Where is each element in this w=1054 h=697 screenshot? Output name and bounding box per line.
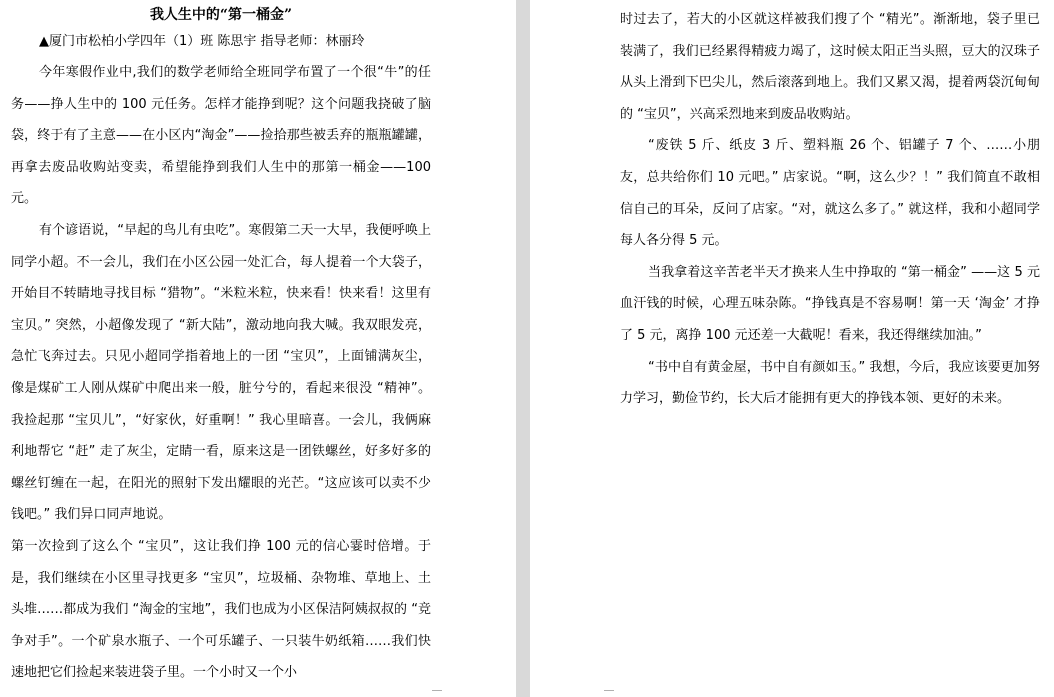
page-corner-mark [604,690,614,691]
paragraph: 今年寒假作业中,我们的数学老师给全班同学布置了一个很“牛”的任务——挣人生中的 100 元任务。怎样才能挣到呢？这个问题我挠破了脑袋，终于有了主意——在小区内“淘金”——捡拾那些被丢弃的瓶瓶罐罐，再拿去废品收购站变卖，希望能挣到我们人生中的那第一桶金——100 元。 [11,65,431,207]
paragraph: 有个谚语说，“早起的鸟儿有虫吃”。寒假第二天一大早，我便呼唤上同学小超。不一会儿，我们在小区公园一处汇合，每人提着一个大袋子，开始目不转睛地寻找目标 “猎物”。“米粒米粒，快来看！快来看！这里有宝贝。” 突然，小超像发现了 “新大陆”，激动地向我大喊。我双眼发亮，急忙飞奔过去。只见小超同学指着地上的一团 “宝贝”，上面铺满灰尘，像是煤矿工人刚从煤矿中爬出来一般，脏兮兮的，看起来很没 “精神”。我捡起那 “宝贝儿”，“好家伙，好重啊！” 我心里暗喜。一会儿，我俩麻利地帮它 “赶” 走了灰尘，定睛一看，原来这是一团铁螺丝，好多好多的螺丝钉缠在一起，在阳光的照射下发出耀眼的光芒。“这应该可以卖不少钱吧。” 我们异口同声地说。 [11,222,431,523]
page-gutter [516,0,530,697]
paragraph: “书中自有黄金屋，书中自有颜如玉。” 我想，今后，我应该要更加努力学习，勤俭节约，长大后才能拥有更大的挣钱本领、更好的未来。 [620,359,1040,407]
paragraph: 第一次捡到了这么个 “宝贝”，这让我们挣 100 元的信心霎时倍增。于是，我们继续在小区里寻找更多 “宝贝”，垃圾桶、杂物堆、草地上、土头堆……都成为我们 “淘金的宝地”，我们也成为小区保洁阿姨叔叔的 “竞争对手”。一个矿泉水瓶子、一个可乐罐子、一只装牛奶纸箱……我们快速地把它们捡起来装进袋子里。一个小时又一个小 [11,538,431,681]
author-byline: ▲厦门市松柏小学四年（1）班 陈思宇 指导老师：林丽玲 [39,34,365,49]
paragraph: “废铁 5 斤、纸皮 3 斤、塑料瓶 26 个、铝罐子 7 个、……小朋友，总共给你们 10 元吧。” 店家说。“啊，这么少？！” 我们简直不敢相信自己的耳朵，反问了店家。“对，就这么多了。” 就这样，我和小超同学每人各分得 5 元。 [620,138,1040,249]
paragraph: 时过去了，若大的小区就这样被我们搜了个 “精光”。渐渐地，袋子里已装满了，我们已经累得精疲力竭了，这时候太阳正当头照，豆大的汉珠子从头上滑到下巴尖儿，然后滚落到地上。我们又累又渴，提着两袋沉甸甸的 “宝贝”，兴高采烈地来到废品收购站。 [620,12,1040,122]
document-title: 我人生中的“第一桶金” [149,7,293,23]
right-column [620,4,1040,415]
left-column [11,4,431,689]
paragraph: 当我拿着这辛苦老半天才换来人生中挣取的 “第一桶金” ——这 5 元血汗钱的时候，心理五味杂陈。“挣钱真是不容易啊！第一天 ‘淘金’ 才挣了 5 元，离挣 100 元还差一大截呢！看来，我还得继续加油。” [620,264,1040,343]
page-corner-mark [432,690,442,691]
